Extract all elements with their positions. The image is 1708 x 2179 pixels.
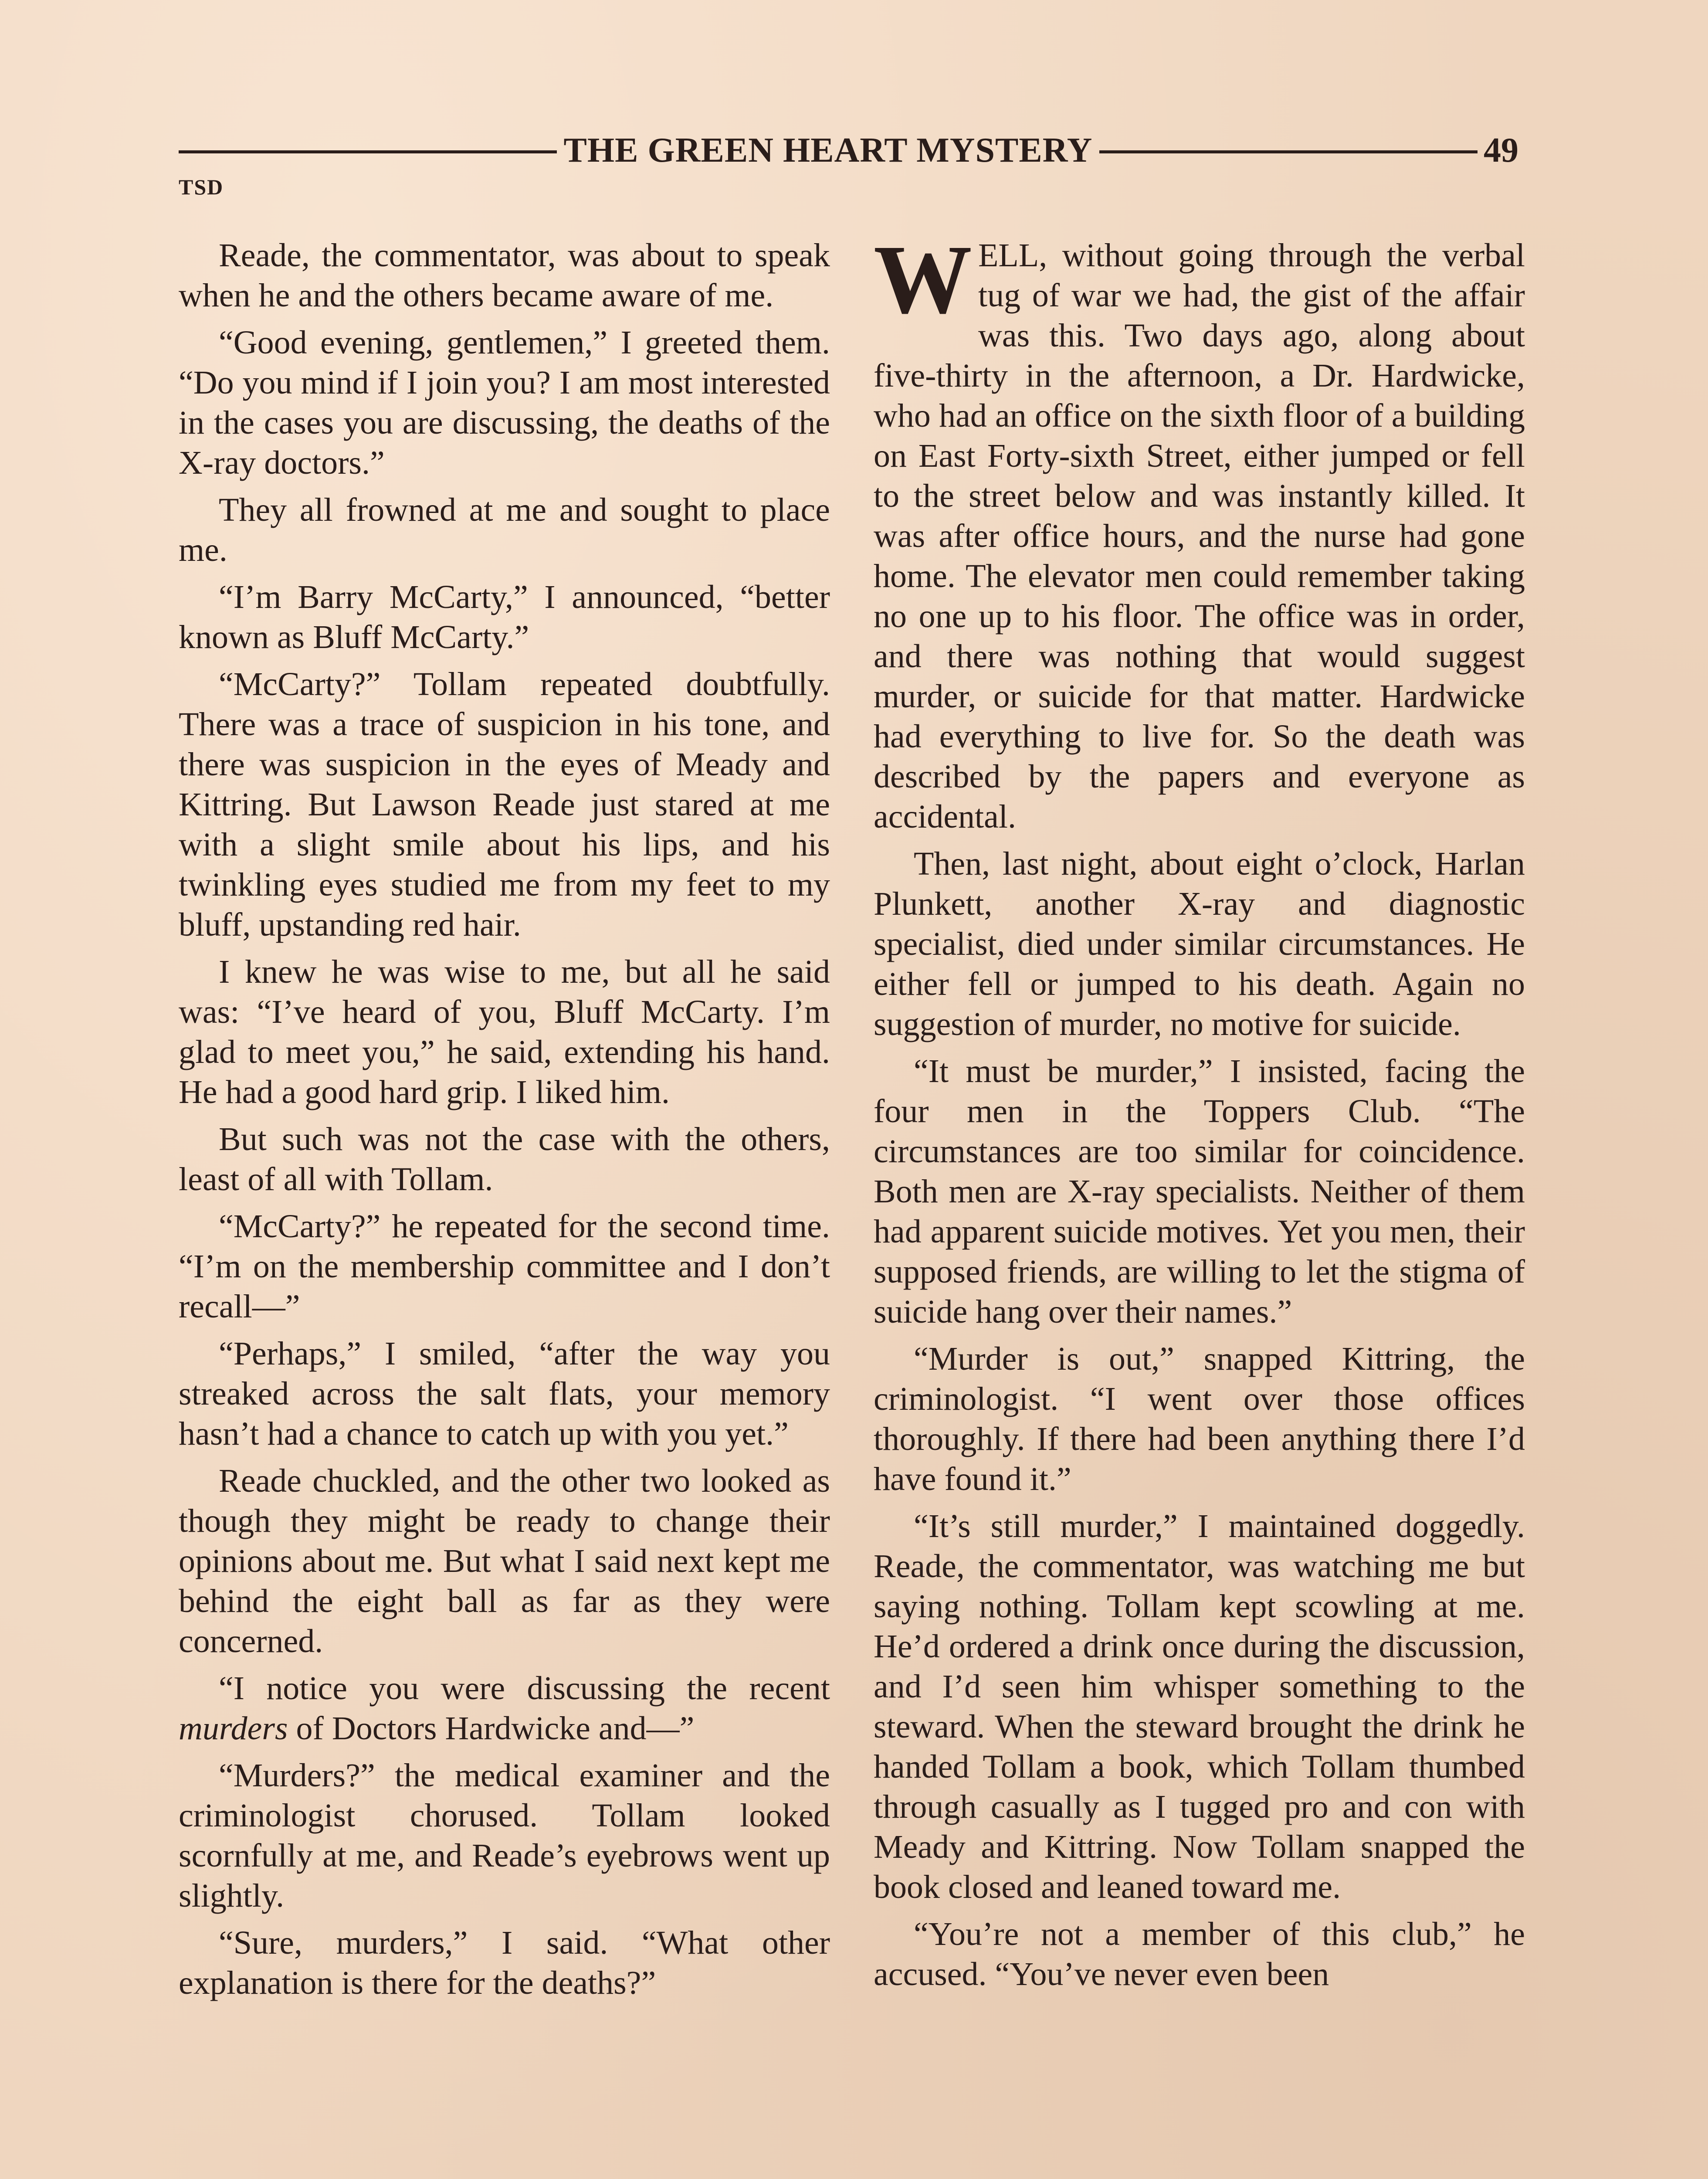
paragraph-text-end: of Doctors Hardwicke and—” [288,1710,695,1747]
drop-cap: W [874,225,972,334]
paragraph: Then, last night, about eight o’clock, Harlan Plunkett, another X-ray and diagnostic specialist, died under similar circumstances. He either fell or jumped to his death. Again no suggestion of murder, no motive for suicide. [874,845,1525,1042]
paragraph: “Murder is out,” snapped Kittring, the criminologist. “I went over those offices thoroughly. If there had been anything there I’d have found it.” [874,1341,1525,1497]
running-title: THE GREEN HEART MYSTERY [563,131,1093,170]
paragraph: “McCarty?” he repeated for the second time. “I’m on the membership committee and I don’t recall—” [179,1208,830,1325]
section-mark: TSD [179,175,224,199]
right-column [874,225,1525,2001]
paragraph: Reade, the commentator, was about to speak when he and the others became aware of me. [179,237,830,314]
opening-paragraph [874,225,1525,837]
paragraph: “You’re not a member of this club,” he accused. “You’ve never even been [874,1916,1525,1992]
left-column [179,235,830,2010]
paragraph: “It’s still murder,” I maintained doggedly. Reade, the commentator, was watching me but saying nothing. Tollam kept scowling at me. He’d ordered a drink once during the discussion, and I’d seen him whisper something to the steward. When the steward brought the drink he handed Tollam a book, which Tollam thumbed through casually as I tugged pro and con with Meady and Kittring. Now Tollam snapped the book closed and leaned toward me. [874,1508,1525,1905]
header-rule-left [179,150,557,153]
opening-paragraph-text: ELL, without going through the verbal tug of war we had, the gist of the affair was this. Two days ago, along about five-thirty in the afternoon, a Dr. Hardwicke, who had an office on the sixth floor of a building on East Forty-sixth Street, either jumped or fell to the street below and was instantly killed. It was after office hours, and the nurse had gone home. The elevator men could remember taking no one up to his floor. The office was in order, and there was nothing that would suggest murder, or suicide for that matter. Hardwicke had everything to live for. So the death was described by the papers and everyone as accidental. [874,237,1525,835]
paragraph: Reade chuckled, and the other two looked as though they might be ready to change their opinions about me. But what I said next kept me behind the eight ball as far as they were concerned. [179,1463,830,1660]
paragraph: They all frowned at me and sought to place me. [179,492,830,568]
paragraph: “It must be murder,” I insisted, facing the four men in the Toppers Club. “The circumstances are too similar for coincidence. Both men are X-ray specialists. Neither of them had apparent suicide motives. Yet you men, their supposed friends, are willing to let the stigma of suicide hang over their names.” [874,1053,1525,1330]
paragraph: “I’m Barry McCarty,” I announced, “better known as Bluff McCarty.” [179,579,830,655]
paragraph-with-italic [179,1668,830,1748]
page-number: 49 [1484,131,1518,170]
paragraph: “Good evening, gentlemen,” I greeted them. “Do you mind if I join you? I am most interested in the cases you are discussing, the deaths of the X-ray doctors.” [179,324,830,481]
running-header [179,124,1518,176]
paragraph: But such was not the case with the others, least of all with Tollam. [179,1121,830,1198]
paragraph: “McCarty?” Tollam repeated doubtfully. There was a trace of suspicion in his tone, and there was suspicion in the eyes of Meady and Kittring. But Lawson Reade just stared at me with a slight smile about his lips, and his twinkling eyes studied me from my feet to my bluff, upstanding red hair. [179,666,830,943]
paragraph-text-start: “I notice you were discussing the recent [219,1670,830,1707]
header-rule-right [1099,150,1478,153]
paragraph: “Murders?” the medical examiner and the criminologist chorused. Tollam looked scornfully at me, and Reade’s eyebrows went up slightly. [179,1757,830,1914]
italic-word: murders [179,1710,288,1747]
paragraph: I knew he was wise to me, but all he said was: “I’ve heard of you, Bluff McCarty. I’m glad to meet you,” he said, extending his hand. He had a good hard grip. I liked him. [179,954,830,1110]
paragraph: “Sure, murders,” I said. “What other explanation is there for the deaths?” [179,1924,830,2001]
paragraph: “Perhaps,” I smiled, “after the way you streaked across the salt flats, your memory hasn’t had a chance to catch up with you yet.” [179,1335,830,1452]
